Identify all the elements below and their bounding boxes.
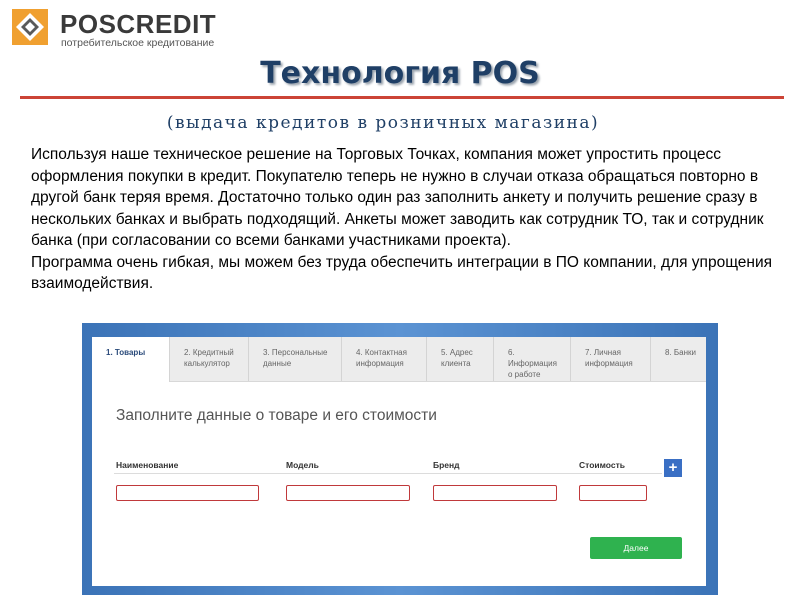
tab-label-line2: информация [356, 359, 404, 368]
body-paragraph-1: Используя наше техническое решение на Торговых Точках, компания может упростить процесс оформления покупки в кредит. Покупателю теперь не нужно в случаи отказа обращаться повторно в другой банк теряя время. Достаточно только один раз заполнить анкету и получить решение сразу в нескольких банках и выбрать подходящий. Анкеты может заводить как сотрудник ТО, так и сотрудник банка (при согласовании со всеми банками участниками проекта). [31, 146, 764, 249]
slide-title: Технология POS [260, 56, 540, 91]
column-header-price: Стоимость [579, 460, 625, 470]
price-field[interactable] [579, 485, 647, 501]
tab-products[interactable] [92, 337, 170, 382]
tab-label: 7. Личная [585, 348, 621, 357]
diamond-logo-icon [10, 7, 54, 47]
tab-label-line2: данные [263, 359, 292, 368]
logo-tagline: потребительское кредитование [61, 37, 215, 49]
tab-label: 6. Информация [508, 348, 557, 368]
column-header-name: Наименование [116, 460, 179, 470]
title-divider [20, 96, 784, 99]
tab-label: 3. Персональные [263, 348, 328, 357]
plus-icon: + [668, 459, 678, 476]
model-field[interactable] [286, 485, 410, 501]
column-header-brand: Бренд [433, 460, 460, 470]
header-divider [114, 473, 662, 474]
tab-personal-data[interactable] [249, 337, 342, 381]
tab-contact-info[interactable] [342, 337, 427, 381]
tab-label-line2: о работе [508, 370, 541, 379]
tab-label-line2: информация [585, 359, 633, 368]
application-screenshot [82, 323, 718, 595]
brand-field[interactable] [433, 485, 557, 501]
slide-body [31, 144, 791, 295]
tab-label-line2: клиента [441, 359, 471, 368]
tab-credit-calculator[interactable] [170, 337, 249, 381]
poscredit-logo [10, 7, 250, 49]
form-panel [92, 337, 706, 586]
name-field[interactable] [116, 485, 259, 501]
form-heading: Заполните данные о товаре и его стоимости [116, 407, 437, 424]
tab-work-info[interactable] [494, 337, 571, 381]
add-row-button[interactable] [664, 459, 682, 477]
tab-client-address[interactable] [427, 337, 494, 381]
next-button[interactable]: Далее [590, 537, 682, 559]
tab-label-line2: калькулятор [184, 359, 230, 368]
tab-personal-info[interactable] [571, 337, 651, 381]
tab-label: 8. Банки [665, 348, 696, 357]
tab-label: 2. Кредитный [184, 348, 234, 357]
step-tabs [92, 337, 706, 382]
slide-subtitle: (выдача кредитов в розничных магазина) [166, 113, 600, 133]
tab-label: 4. Контактная [356, 348, 407, 357]
column-header-model: Модель [286, 460, 319, 470]
tab-banks[interactable] [651, 337, 706, 381]
logo-name: POSCREDIT [60, 9, 217, 39]
tab-label: 1. Товары [106, 348, 146, 357]
body-paragraph-2: Программа очень гибкая, мы можем без труда обеспечить интеграции в ПО компании, для упрощения взаимодействия. [31, 253, 773, 292]
tab-label: 5. Адрес [441, 348, 473, 357]
